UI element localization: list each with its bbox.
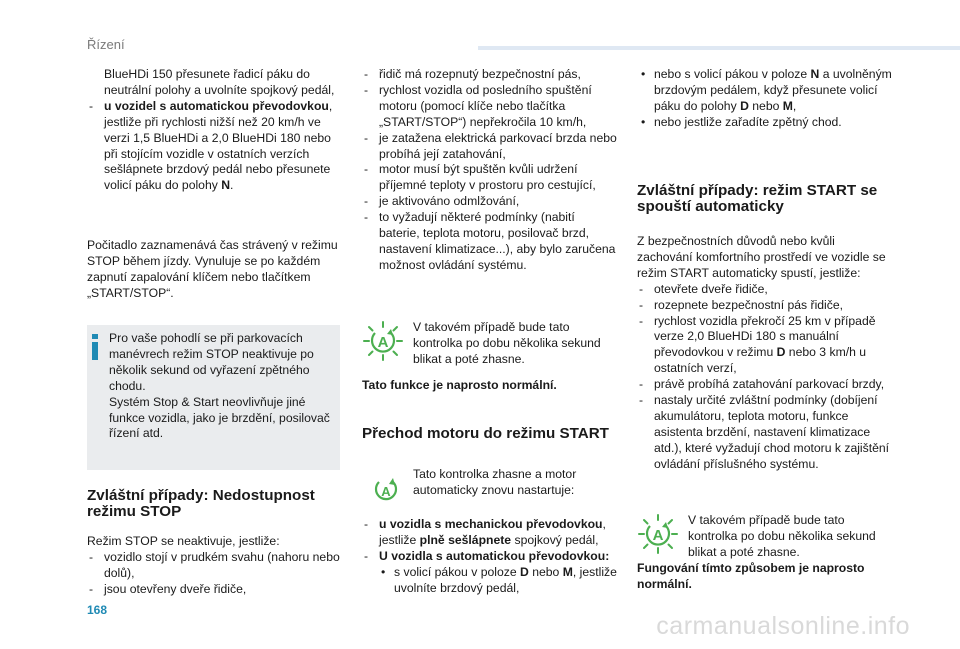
warning-text-2: V takovém případě bude tato kontrolka po dobu několika sekund blikat a poté zhasne. [688, 513, 876, 559]
auto-item: - otevřete dveře řidiče, [637, 282, 892, 298]
condition-item: - řidič má rozepnutý bezpečnostní pás, [362, 67, 617, 83]
manual-end: spojkový pedál, [511, 532, 599, 547]
warning-lamp-note-2 [637, 513, 892, 559]
condition-item: - motor musí být spuštěn kvůli udržení příjemné teploty v prostoru pro cestující, [362, 162, 617, 194]
watermark: carmanualsonline.info [656, 612, 910, 640]
section-title: Řízení [87, 37, 125, 52]
svg-text:A: A [652, 527, 664, 544]
t: rychlost vozidla překročí 25 km v případě verze 2,0 BlueHDi 180 s manuální převodovkou v režimu [654, 313, 876, 360]
condition-item: - je aktivováno odmlžování, [362, 194, 617, 210]
position-n: N [810, 67, 820, 81]
unavail-item: - jsou otevřeny dveře řidiče, [87, 582, 342, 598]
position-m: M [562, 564, 573, 579]
auto-label: U vozidla s automatickou převodovkou: [379, 548, 610, 563]
position-d: D [520, 564, 529, 579]
reverse-sub-item: • nebo jestliže zařadíte zpětný chod. [637, 115, 892, 131]
position-m: M [782, 98, 793, 113]
column-3 [637, 67, 892, 131]
column-2 [362, 67, 617, 274]
manual-label: u vozidla s mechanickou převodovkou [379, 517, 603, 531]
info-text [109, 331, 333, 442]
auto-gearbox-item [87, 99, 342, 194]
lamp-text: Tato kontrolka zhasne a motor automaticky znovu nastartuje: [413, 467, 577, 497]
svg-text:A: A [381, 484, 391, 499]
unavailability-section [87, 488, 342, 598]
auto-gearbox-item-2 [362, 549, 617, 565]
auto-item: - právě probíhá zatahování parkovací brzdy, [637, 377, 892, 393]
lamp-note [362, 467, 617, 507]
warning-lamp-note [362, 320, 617, 366]
page-number: 168 [87, 603, 108, 617]
auto-intro: Z bezpečnostních důvodů nebo kvůli zachování komfortního prostředí ve vozidle se režim START automaticky spustí, jestliže: [637, 234, 886, 280]
lamp-block [362, 467, 617, 597]
t: , jestliže uvolníte brzdový pedál, [394, 564, 617, 595]
heading-transition: Přechod motoru do režimu START [362, 425, 609, 442]
auto-gearbox-label: u vozidel s automatickou převodovkou [104, 98, 329, 113]
stop-start-flashing-icon [362, 320, 404, 362]
auto-item [637, 314, 892, 378]
info-text-1: Pro vaše pohodlí se při parkovacích manévrech režim STOP neaktivuje po několik sekund od vyřazení zpětného chodu. [109, 331, 314, 393]
header-bar [478, 46, 960, 50]
normal-function-text: Tato funkce je naprosto normální. [362, 378, 557, 392]
auto-sub-item [362, 565, 617, 597]
punct: . [230, 178, 234, 193]
start-mode-icon [372, 477, 400, 505]
unavail-intro: Režim STOP se neaktivuje, jestliže: [87, 534, 280, 548]
warning-block-1 [362, 320, 617, 394]
t: nebo [528, 564, 563, 579]
t: a uvolněným brzdovým pedálem, když přesunete volicí páku do polohy [654, 67, 892, 113]
cont-sub-item [637, 67, 892, 115]
counter-paragraph: Počitadlo zaznamenává čas strávený v režimu STOP během jízdy. Vynuluje se po každém zapnutí zapalování klíčem nebo tlačítkem „START/STOP“. [87, 238, 338, 300]
svg-text:A: A [377, 334, 389, 351]
heading-unavailability: Zvláštní případy: Nedostupnost režimu STOP [87, 487, 315, 520]
condition-item: - je zatažena elektrická parkovací brzda nebo probíhá její zatahování, [362, 131, 617, 163]
position-n: N [221, 178, 231, 193]
column-1 [87, 67, 342, 194]
position-d: D [776, 345, 786, 360]
t: nebo [748, 98, 783, 113]
stop-start-flashing-icon [637, 513, 679, 555]
normal-operation-text: Fungování tímto způsobem je naprosto normální. [637, 561, 865, 591]
warning-block-2 [637, 513, 892, 593]
counter-paragraph-block [87, 238, 342, 302]
info-icon [90, 334, 100, 360]
t: nebo 3 km/h u ostatních verzí, [654, 345, 867, 376]
warning-text: V takovém případě bude tato kontrolka po dobu několika sekund blikat a poté zhasne. [413, 320, 601, 366]
unavail-item: - vozidlo stojí v prudkém svahu (nahoru nebo dolů), [87, 550, 342, 582]
info-text-2: Systém Stop & Start neovlivňuje jiné funkce vozidla, jako je brzdění, posilovač řízení atd. [109, 394, 330, 441]
continued-text: BlueHDi 150 přesunete řadicí páku do neutrální polohy a uvolníte spojkový pedál, [104, 67, 335, 97]
manual-gearbox-item [362, 517, 617, 549]
t: s volicí pákou v poloze [394, 564, 521, 579]
t: , [792, 98, 797, 113]
auto-item: - rozepnete bezpečnostní pás řidiče, [637, 298, 892, 314]
manual-text: , jestliže [379, 517, 606, 547]
manual-bold: plně sešlápnete [419, 532, 512, 547]
auto-gearbox-text: , jestliže při rychlosti nižší než 20 km/h ve verzi 1,5 BlueHDi a 2,0 BlueHDi 180 nebo při stojícím vozidle v ostatních verzích sešlápnete brzdový pedál nebo přesunete volicí páku do polohy [104, 98, 333, 193]
auto-item: - nastaly určité zvláštní podmínky (dobíjení akumulátoru, teplota motoru, funkce asistenta brzdění, nastavení klimatizace atd.), které vyžadují chod motoru k zajištění ovládání příslušného systému. [637, 393, 892, 473]
auto-start-section [637, 183, 892, 473]
transition-section [362, 426, 617, 442]
condition-item: - to vyžadují některé podmínky (nabití baterie, teplota motoru, posilovač brzd, nastavení klimatizace...), aby bylo zaručena možnost ovládání systému. [362, 210, 617, 274]
condition-item: - rychlost vozidla od posledního spuštění motoru (pomocí klíče nebo tlačítka „START/STOP“) nepřekročila 10 km/h, [362, 83, 617, 131]
info-box [87, 325, 340, 470]
position-d: D [740, 98, 749, 113]
heading-auto-start: Zvláštní případy: režim START se spouští automaticky [637, 182, 878, 215]
t: nebo s volicí pákou v poloze [654, 67, 811, 81]
